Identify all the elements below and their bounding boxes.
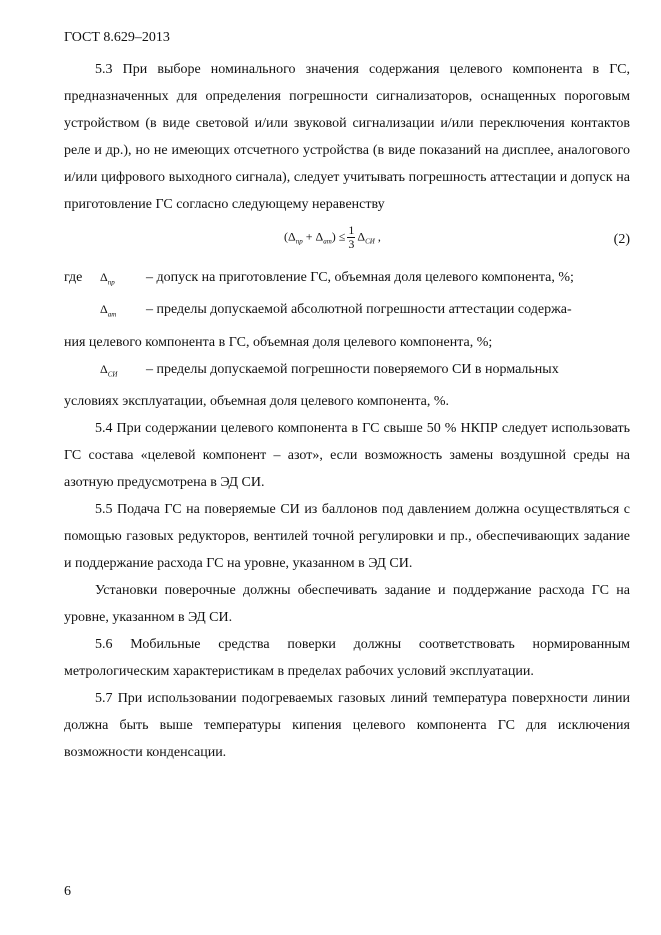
definition-continuation: ния целевого компонента в ГС, объемная доля целевого компонента, %;	[64, 334, 493, 350]
fraction-one-third: $\frac{1}{3}$	[348, 223, 355, 251]
paragraph-5-3: 5.3 При выборе номинального значения содержания целевого компонента в ГС, предназначенных для определения погрешности сигнализаторов, оснащенных пороговым устройством (в виде световой и/или звуковой сигнализации и/или переключения контактов реле и др.), но не имеющих отсчетного устройства (в виде показаний на дисплее, аналогового и/или цифрового выходного сигнала), следует учитывать погрешность аттестации и допуск на приготовление ГС согласно следующему неравенству	[64, 62, 630, 212]
delta-pr-symbol: $\Delta_{пр}$	[100, 270, 115, 287]
definition-row	[64, 356, 630, 388]
paragraph-5-6: 5.6 Мобильные средства поверки должны соответствовать нормированным метрологическим характеристикам в пределах рабочих условий эксплуатации.	[64, 637, 630, 680]
delta-si-symbol: $\Delta_{СИ}$	[100, 361, 118, 379]
formula-2	[64, 218, 630, 264]
paragraph-5-7: 5.7 При использовании подогреваемых газовых линий температура поверхности линии должна быть выше температуры кипения целевого компонента ГС для исключения возможности конденсации.	[64, 691, 630, 761]
document-body	[64, 56, 630, 766]
definition-row	[64, 264, 630, 296]
definition-row	[64, 296, 630, 328]
definition-text: – пределы допускаемой абсолютной погрешности аттестации содержа-	[146, 302, 572, 318]
definition-continuation: условиях эксплуатации, объемная доля целевого компонента, %.	[64, 394, 449, 410]
inequality-formula: $(\Delta_{пр} + \Delta_{ат})$ ≤ $\frac{1}{3}$ $\Delta_{СИ}$ ,	[284, 223, 381, 251]
document-header: ГОСТ 8.629–2013	[64, 30, 170, 45]
where-label: где	[64, 270, 83, 285]
definition-text: – пределы допускаемой погрешности поверяемого СИ в нормальных	[146, 361, 559, 377]
paragraph-5-5: 5.5 Подача ГС на поверяемые СИ из баллонов под давлением должна осуществляться с помощью газовых редукторов, вентилей точной регулировки и пр., обеспечивающих задание и поддержание расхода ГС на уровне, указанном в ЭД СИ.	[64, 502, 630, 572]
symbol-definitions	[64, 264, 630, 415]
definition-text: – допуск на приготовление ГС, объемная доля целевого компонента, %;	[146, 270, 574, 285]
delta-at-symbol: $\Delta_{ат}$	[100, 302, 117, 319]
page-number: 6	[64, 884, 71, 899]
equation-number: (2)	[613, 232, 630, 247]
paragraph-5-4: 5.4 При содержании целевого компонента в ГС свыше 50 % НКПР следует использовать ГС состава «целевой компонент – азот», если возможность замены воздушной среды на азотную предусмотрена в ЭД СИ.	[64, 421, 630, 491]
paragraph-5-5-installations: Установки поверочные должны обеспечивать задание и поддержание расхода ГС на уровне, указанном в ЭД СИ.	[64, 583, 630, 626]
